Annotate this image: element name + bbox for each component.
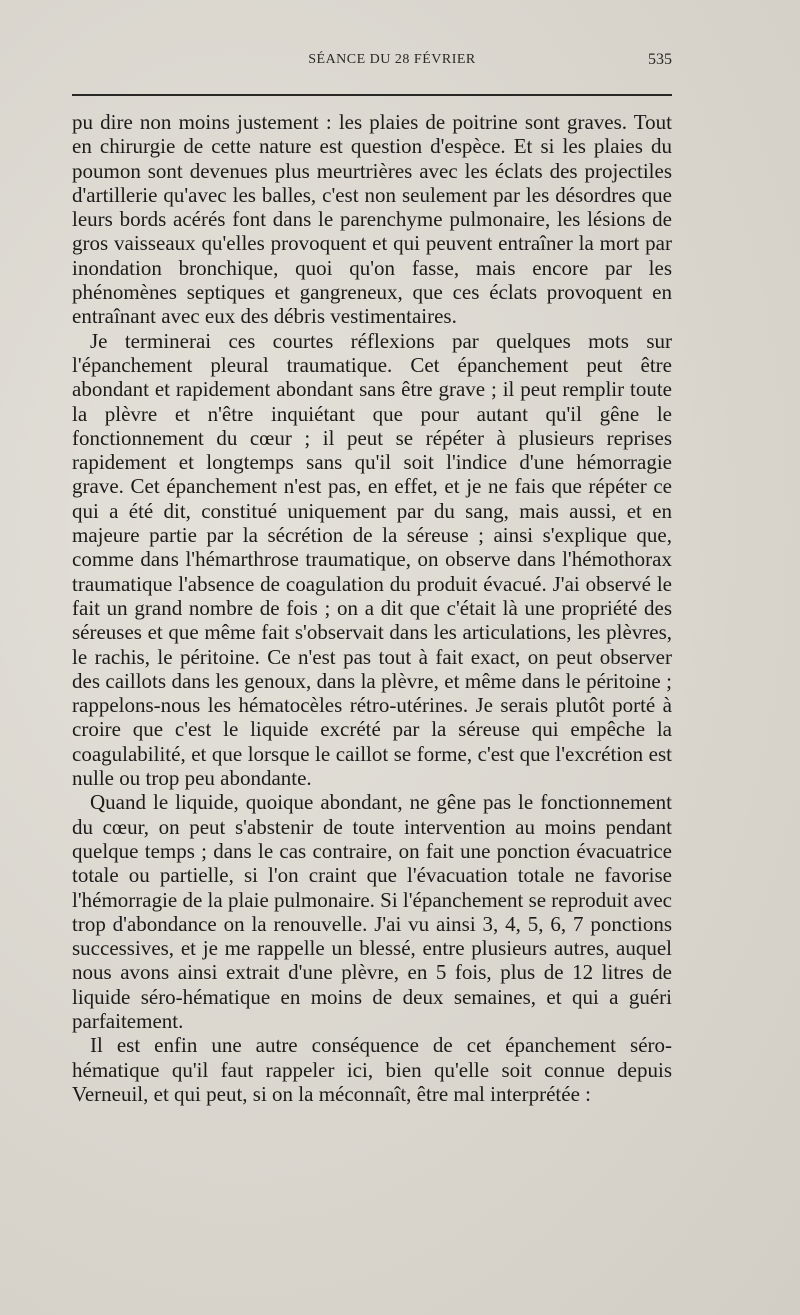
paragraph-4: Il est enfin une autre conséquence de cet épanchement séro-hématique qu'il faut rappeler ici, bien qu'elle soit connue depuis Verneuil, et qui peut, si on la méconnaît, être mal interprétée : bbox=[72, 1033, 672, 1106]
running-head: SÉANCE DU 28 FÉVRIER bbox=[308, 52, 476, 67]
paragraph-3: Quand le liquide, quoique abondant, ne gêne pas le fonctionnement du cœur, on peut s'abstenir de toute intervention au moins pendant quelque temps ; dans le cas contraire, on fait une ponction évacuatrice totale ou partielle, si l'on craint que l'évacuation totale ne favorise l'hémorragie de la plaie pulmonaire. Si l'épanchement se reproduit avec trop d'abondance on la renouvelle. J'ai vu ainsi 3, 4, 5, 6, 7 ponctions successives, et je me rappelle un blessé, entre plusieurs autres, auquel nous avons ainsi extrait d'une plèvre, en 5 fois, plus de 12 litres de liquide séro-hématique en moins de deux semaines, et qui a guéri parfaitement. bbox=[72, 790, 672, 1033]
body-text bbox=[72, 110, 672, 1106]
paragraph-2: Je terminerai ces courtes réflexions par quelques mots sur l'épanchement pleural traumatique. Cet épanchement peut être abondant et rapidement abondant sans être grave ; il peut remplir toute la plèvre et n'être inquiétant que pour autant qu'il gêne le fonctionnement du cœur ; il peut se répéter à plusieurs reprises rapidement et longtemps sans qu'il soit l'indice d'une hémorragie grave. Cet épanchement n'est pas, en effet, et je ne fais que répéter ce qui a été dit, constitué uniquement par du sang, mais aussi, et en majeure partie par la sécrétion de la séreuse ; ainsi s'explique que, comme dans l'hémarthrose traumatique, on observe dans l'hémothorax traumatique l'absence de coagulation du produit évacué. J'ai observé le fait un grand nombre de fois ; on a dit que c'était là une propriété des séreuses et que même fait s'observait dans les articulations, les plèvres, le rachis, le péritoine. Ce n'est pas tout à fait exact, on peut observer des caillots dans les genoux, dans la plèvre, et même dans le péritoine ; rappelons-nous les hématocèles rétro-utérines. Je serais plutôt porté à croire que c'est le liquide excrété par la séreuse qui empêche la coagulabilité, et que lorsque le caillot se forme, c'est que l'excrétion est nulle ou trop peu abondante. bbox=[72, 328, 672, 791]
page-header bbox=[72, 52, 672, 80]
page-number: 535 bbox=[648, 51, 672, 68]
paragraph-1: pu dire non moins justement : les plaies de poitrine sont graves. Tout en chirurgie de cette nature est question d'espèce. Et si les plaies du poumon sont devenues plus meurtrières avec les éclats des projectiles d'artillerie qu'avec les balles, c'est non seulement par les désordres que leurs bords acérés font dans le parenchyme pulmonaire, les lésions de gros vaisseaux qu'elles provoquent et qui peuvent entraîner la mort par inondation bronchique, quoi qu'on fasse, mais encore par les phénomènes septiques et gangreneux, que ces éclats provoquent en entraînant avec eux des débris vestimentaires. bbox=[72, 110, 672, 329]
header-rule bbox=[72, 94, 672, 96]
